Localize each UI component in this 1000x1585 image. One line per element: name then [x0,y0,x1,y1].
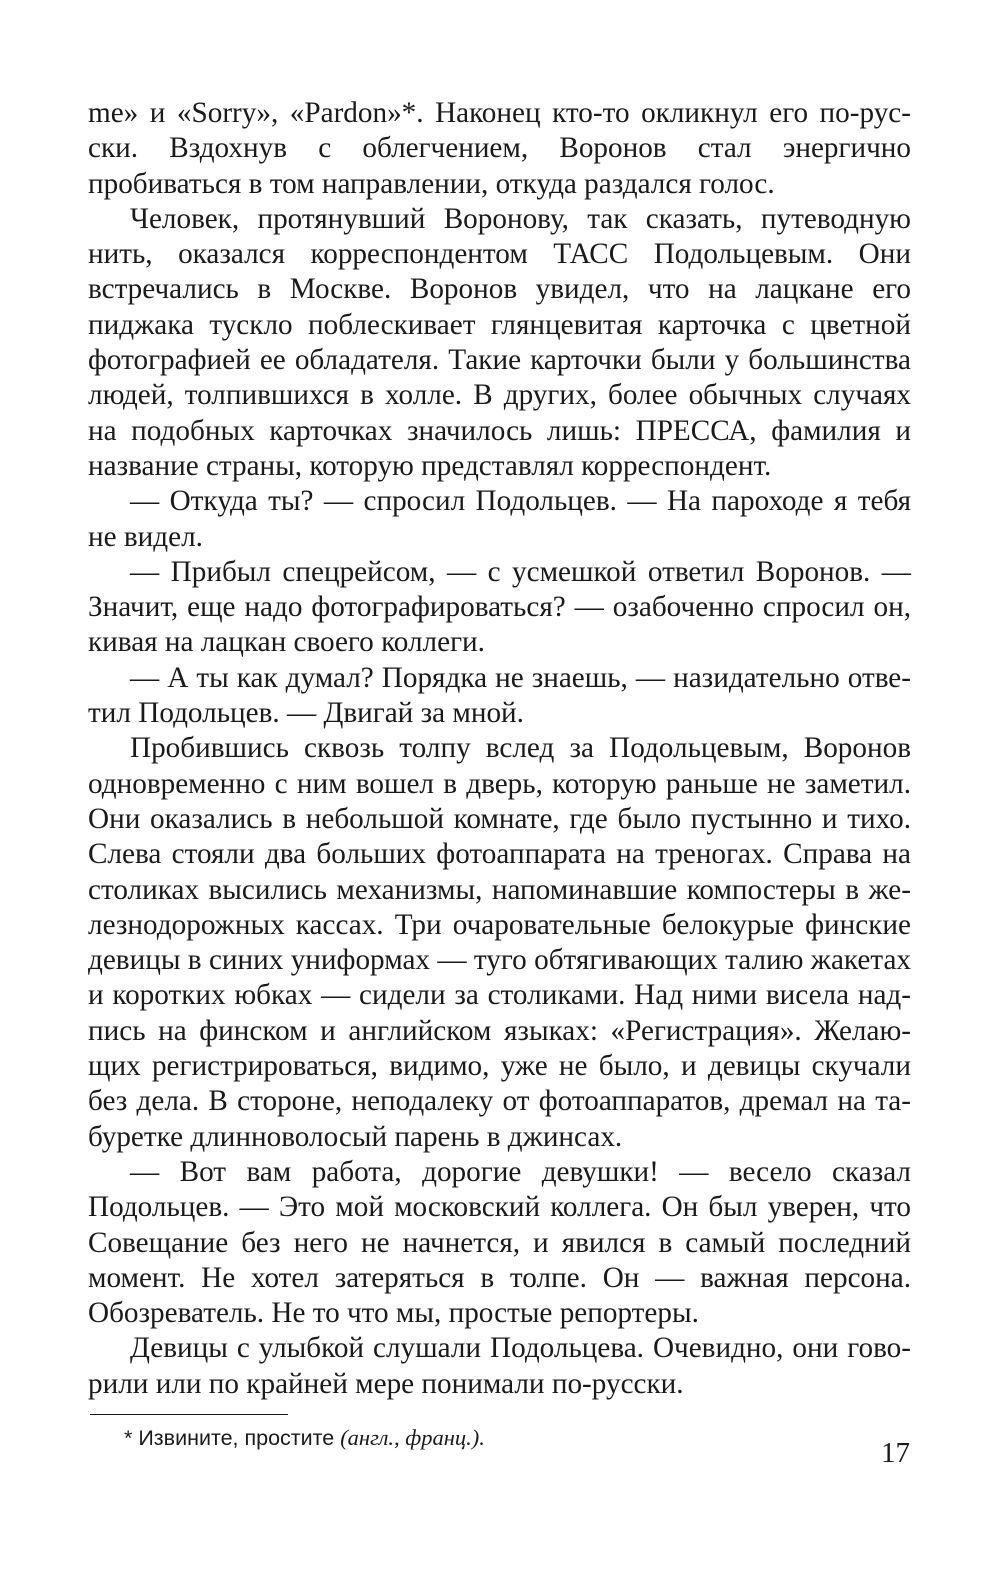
paragraph-1: me» и «Sorry», «Pardon»*. Наконец кто-то окликнул его по-русски. Вздохнув с облегчением, Воронов стал энергично пробиваться в том направлении, откуда раздался голос. [88,97,911,200]
paragraph-2: Человек, протянувший Воронову, так сказать, путеводную нить, оказался корреспондентом ТАСС Подольцевым. Они встречались в Москве. Воронов увидел, что на лацкане его пиджака тускло поблескивает глянцевитая карточка с цветной фотографией ее обладателя. Такие карточки были у большинства людей, толпившихся в холле. В других, более обычных случаях на подобных карточках значилось лишь: ПРЕССА, фамилия и название страны, которую представлял корреспондент. [88,202,911,482]
paragraph-7: — Вот вам работа, дорогие девушки! — весело сказал Подольцев. — Это мой московский коллега. Он был уверен, что Совещание без него не начнется, и явился в самый последний момент. Не хотел затеряться в толпе. Он — важная персона. Обозреватель. Не то что мы, простые репортеры. [88,1155,911,1330]
footnote-divider [90,1414,288,1415]
paragraph-8: Девицы с улыбкой слушали Подольцева. Очевидно, они говорили или по крайней мере понимали по-русски. [88,1332,911,1400]
footnote-language-note: (англ., франц.). [340,1425,485,1450]
footnote-text: * Извините, простите [124,1426,341,1450]
paragraph-3: — Откуда ты? — спросил Подольцев. — На пароходе я тебя не видел. [88,485,911,553]
page-body [88,96,911,1402]
page-number: 17 [881,1437,910,1469]
paragraph-5: — А ты как думал? Порядка не знаешь, — назидательно ответил Подольцев. — Двигай за мной. [88,661,911,730]
paragraph-6: Пробившись сквозь толпу вслед за Подольцевым, Воронов одновременно с ним вошел в дверь, которую раньше не заметил. Они оказались в небольшой комнате, где было пустынно и тихо. Слева стояли два больших фотоаппарата на треногах. Справа на столиках высились механизмы, напоминавшие компостеры в железнодорожных кассах. Три очаровательные белокурые финские девицы в синих униформах — туго обтягивающих талию жакетах и коротких юбках — сидели за столиками. Над ними висела надпись на финском и английском языках: «Регистрация». Желающих регистрироваться, видимо, уже не было, и девицы скучали без дела. В стороне, неподалеку от фотоаппаратов, дремал на табуретке длинноволосый парень в джинсах. [88,732,911,1153]
paragraph-4: — Прибыл спецрейсом, — с усмешкой ответил Воронов. — Значит, еще надо фотографироваться? — озабоченно спросил он, кивая на лацкан своего коллеги. [88,555,911,659]
footnote [124,1425,485,1451]
